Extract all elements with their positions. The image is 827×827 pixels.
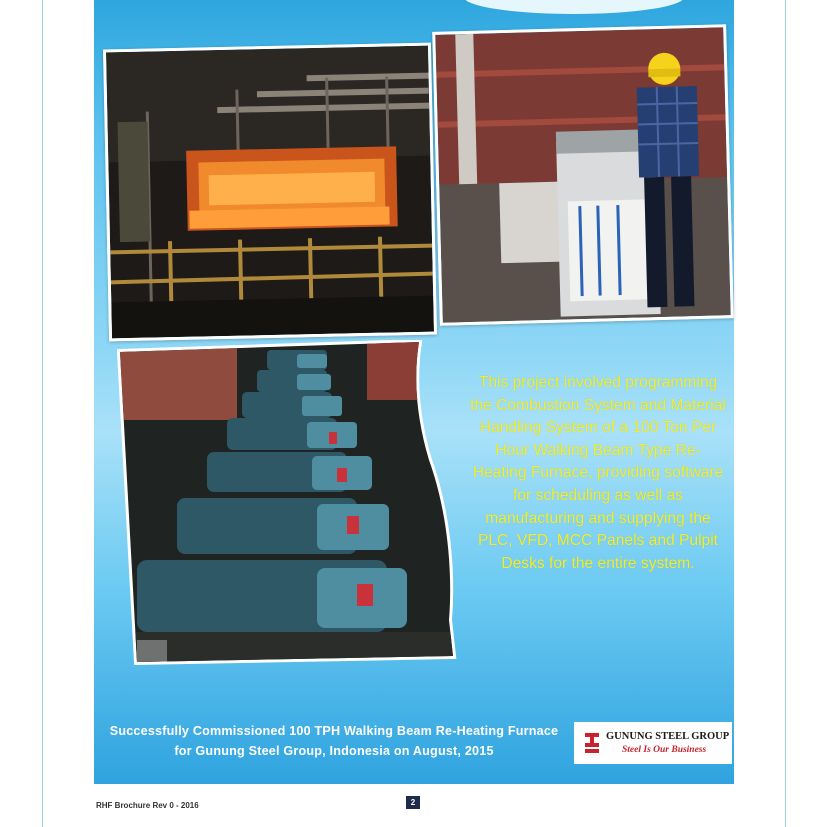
page-number: 2 (406, 796, 420, 809)
logo-name: GUNUNG STEEL GROUP (606, 731, 730, 742)
right-margin-line (785, 0, 786, 827)
gunung-logo-icon (584, 732, 600, 754)
caption-line-1: Successfully Commissioned 100 TPH Walking Beam Re-Heating Furnace (109, 724, 559, 738)
top-decorative-arc (464, 0, 684, 14)
motors-photo (117, 340, 465, 666)
control-panel-photo (432, 24, 734, 326)
left-margin-line (42, 0, 43, 827)
project-description: This project involved programming the Combustion System and Material Handling System of a 100 Ton Per Hour Walking Beam Type Re-Heating Furnace, providing software for scheduling as well as manufacturing and supplying the PLC, VFD, MCC Panels and Pulpit Desks for the entire system. (470, 374, 726, 572)
logo-tagline: Steel Is Our Business (622, 745, 707, 755)
caption-line-2: for Gunung Steel Group, Indonesia on August, 2015 (174, 743, 494, 758)
gunung-steel-logo (574, 722, 732, 764)
document-reference: RHF Brochure Rev 0 - 2016 (96, 801, 199, 810)
commission-caption (96, 722, 572, 761)
furnace-photo (103, 43, 437, 342)
